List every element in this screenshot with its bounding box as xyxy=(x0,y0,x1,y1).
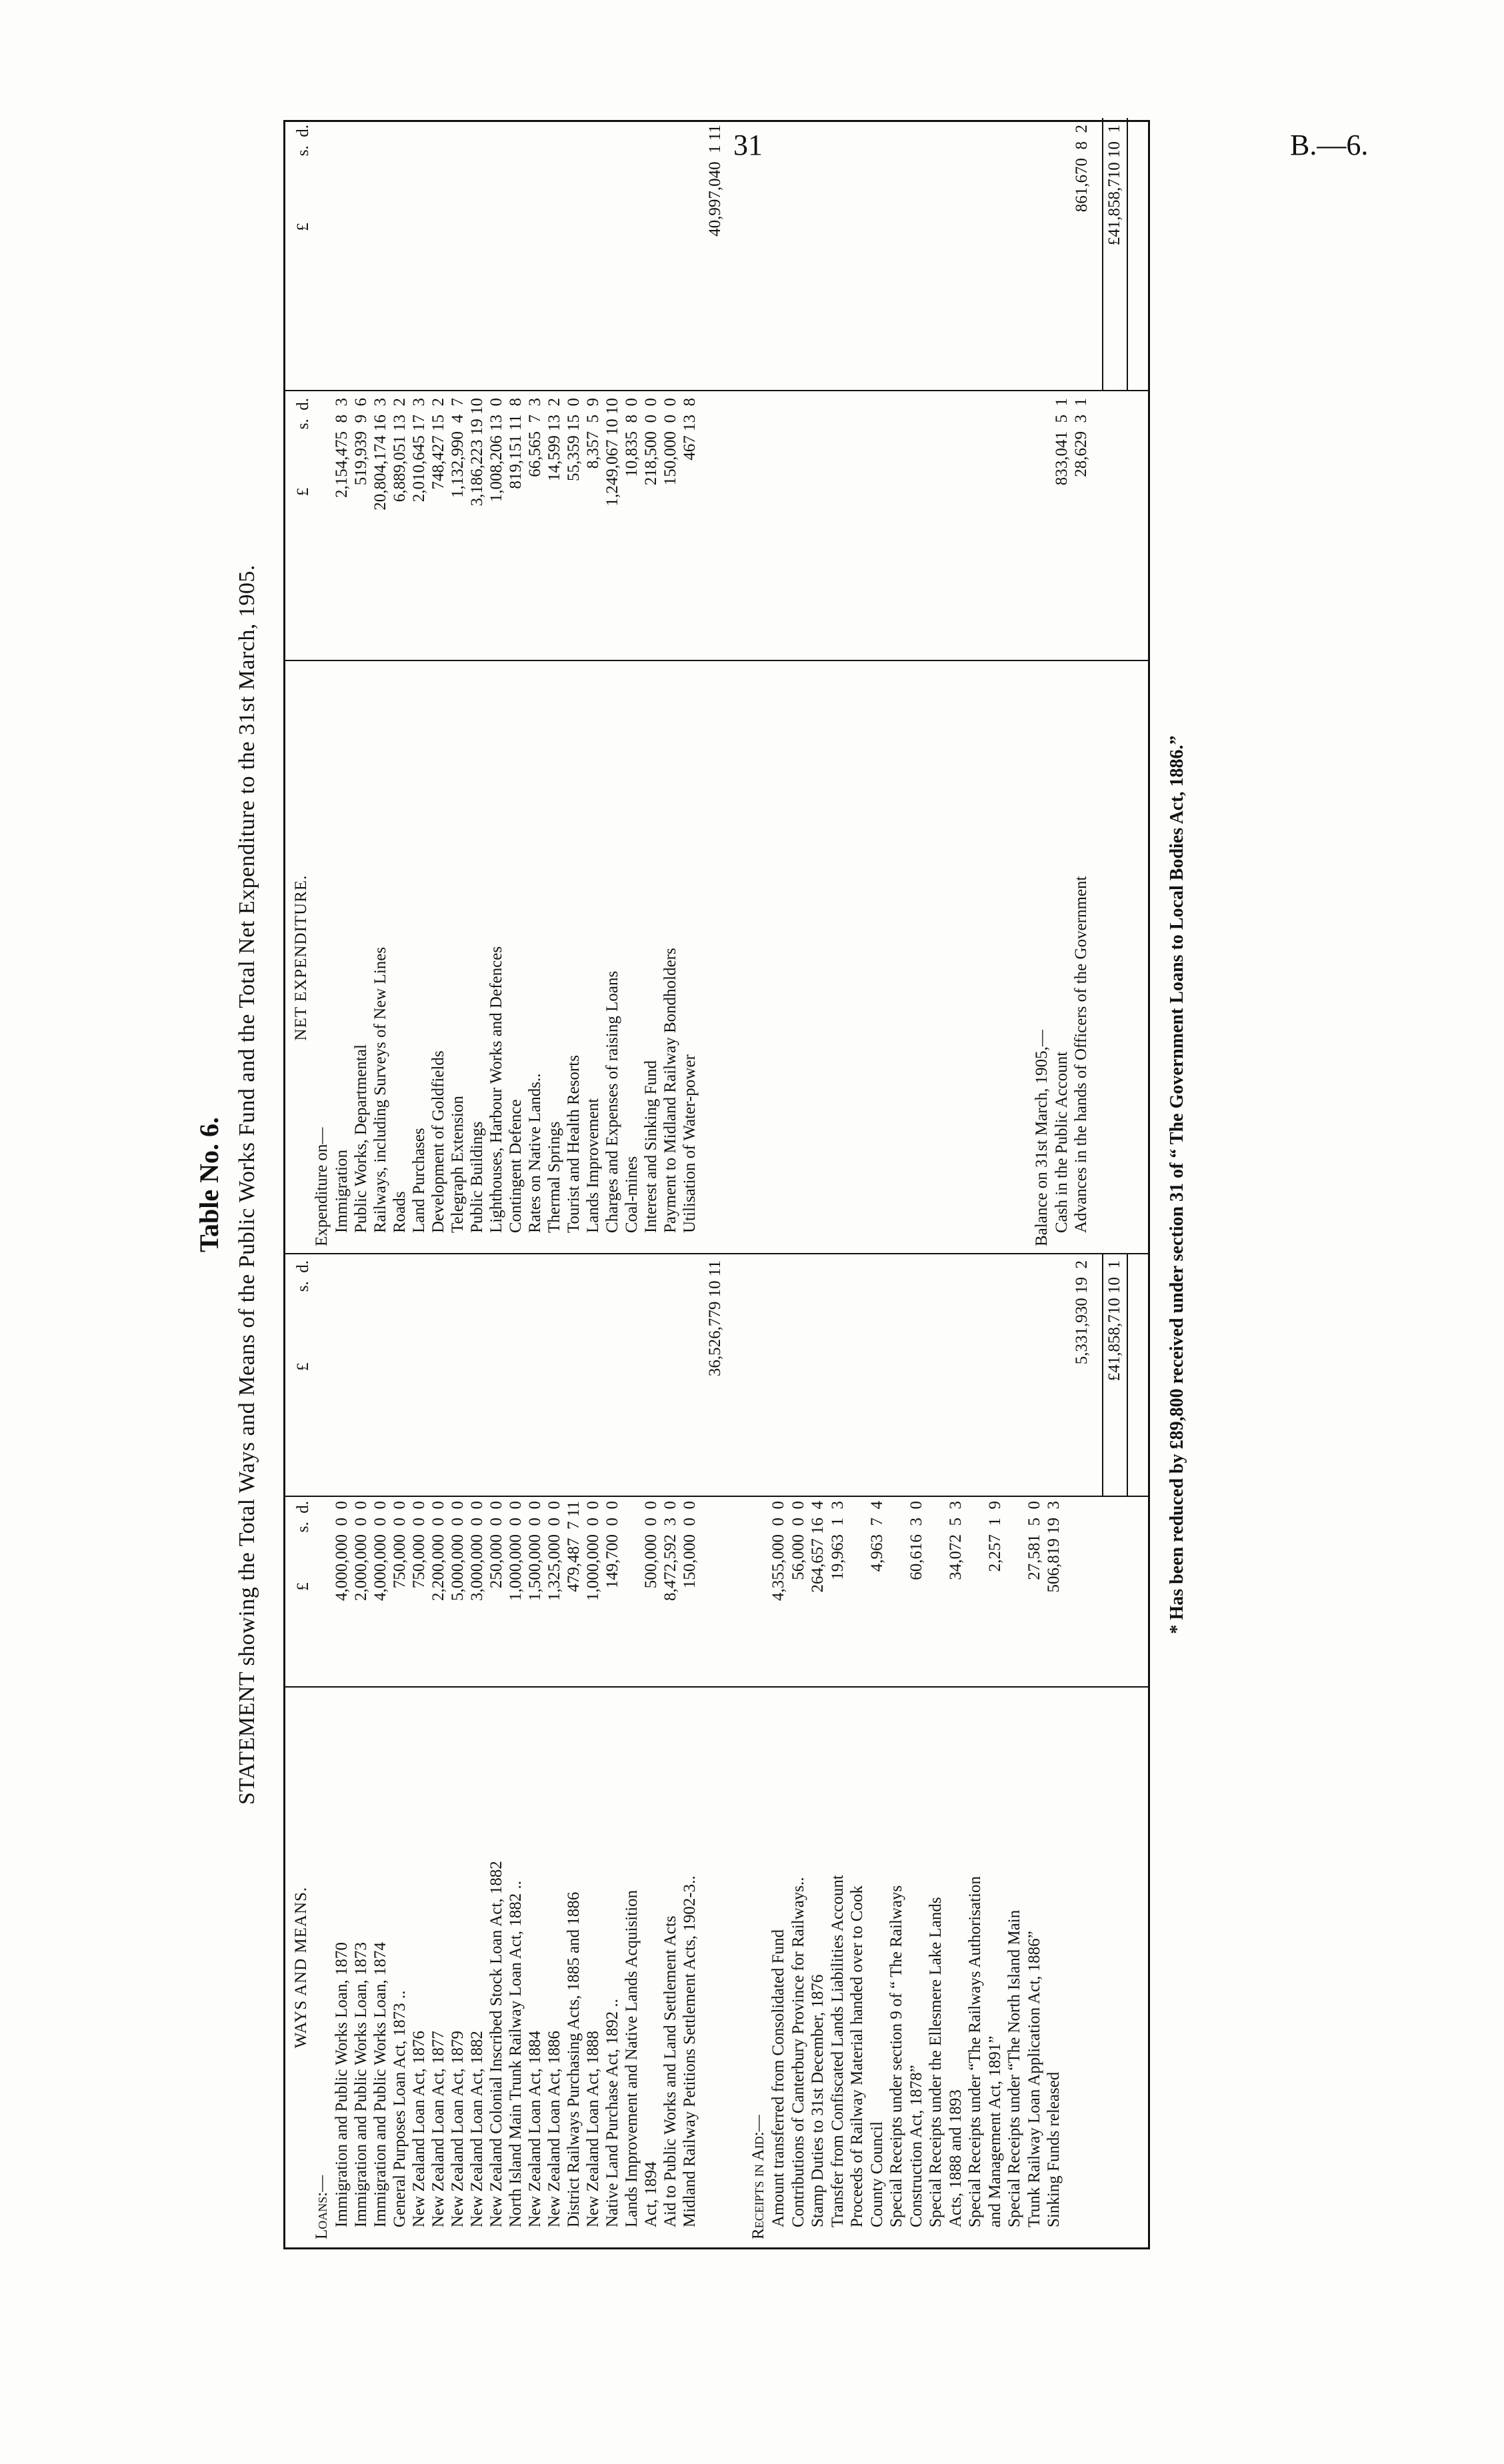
rule xyxy=(1127,118,1128,391)
loan-row-amount: 4,000,000 0 0 xyxy=(371,1501,389,1601)
expenditure-row-label: Charges and Expenses of raising Loans xyxy=(603,970,621,1233)
expenditure-row-amount: 10,835 8 0 xyxy=(623,398,641,477)
column-heads-right-total: £ s. d. xyxy=(294,125,312,231)
expenditure-row-amount: 819,151 11 8 xyxy=(507,398,525,489)
loan-row-label: Midland Railway Petitions Settlement Acts, 1902-3.. xyxy=(681,1875,699,2227)
rule xyxy=(1102,1254,1103,1497)
receipt-row-label: Special Receipts under “The North Island Main xyxy=(1005,1909,1023,2227)
loan-row-label: New Zealand Loan Act, 1888 xyxy=(584,2030,602,2227)
receipt-row-amount: 4,963 7 4 xyxy=(867,1501,886,1572)
loan-row-amount: 750,000 0 0 xyxy=(410,1501,428,1589)
rule xyxy=(1127,1254,1128,1497)
loan-row-label: Aid to Public Works and Land Settlement Acts xyxy=(661,1915,679,2227)
footnote: * Has been reduced by £89,800 received under section 31 of “ The Government Loans to Local Bodies Act, 1886.” xyxy=(1167,735,1187,1634)
expenditure-row-amount: 55,359 15 0 xyxy=(565,398,583,481)
expenditure-row-label: Utilisation of Water-power xyxy=(681,1054,699,1233)
receipt-row-amount xyxy=(1005,1501,1025,1681)
expenditure-row-label: Immigration xyxy=(333,1150,351,1233)
rule xyxy=(285,660,1148,661)
receipt-row-amount xyxy=(965,1501,985,1681)
expenditure-total: 40,997,040 1 11 xyxy=(706,125,724,237)
column-heads-left: £ s. d. xyxy=(294,1501,312,1591)
expenditure-row-label: Tourist and Health Resorts xyxy=(565,1055,583,1233)
loans-total: 36,526,779 10 11 xyxy=(706,1260,724,1377)
loan-row-label: Native Land Purchase Act, 1892 .. xyxy=(603,1999,621,2227)
receipt-row-label: Acts, 1888 and 1893 xyxy=(946,2089,965,2227)
receipt-row-amount: 264,657 16 4 xyxy=(809,1501,827,1593)
rule xyxy=(285,1496,1148,1497)
rule xyxy=(285,390,1148,391)
receipt-row-label: Stamp Duties to 31st December, 1876 xyxy=(809,1974,827,2227)
column-heads-left-total: £ s. d. xyxy=(294,1260,312,1371)
table-title: STATEMENT showing the Total Ways and Means of the Public Works Fund and the Total Net Expenditure to the 31st March, 1905. xyxy=(235,565,259,1805)
column-heads-right: £ s. d. xyxy=(294,398,312,497)
loan-row-label: New Zealand Loan Act, 1876 xyxy=(410,2030,428,2227)
receipts-total: 5,331,930 19 2 xyxy=(1073,1260,1091,1365)
expenditure-row-label: Development of Goldfields xyxy=(429,1050,447,1233)
loans-label: Loans:— xyxy=(313,2175,331,2239)
loan-row-label: New Zealand Loan Act, 1879 xyxy=(449,2030,467,2227)
receipt-row-label: Special Receipts under “The Railways Authorisation xyxy=(966,1876,984,2227)
loan-row-amount: 250,000 0 0 xyxy=(487,1501,505,1589)
rule xyxy=(285,1253,1148,1254)
table-number: Table No. 6. xyxy=(194,1117,224,1253)
loan-row-amount: 1,000,000 0 0 xyxy=(584,1501,602,1601)
rule xyxy=(285,1686,1148,1688)
loan-row-label: New Zealand Loan Act, 1884 xyxy=(526,2030,544,2227)
receipt-row-amount: 56,000 0 0 xyxy=(789,1501,807,1580)
receipt-row-label: Transfer from Confiscated Lands Liabilities Account xyxy=(828,1875,847,2227)
loan-row-amount: 8,472,592 3 0 xyxy=(661,1501,679,1601)
receipt-row-label: Contributions of Canterbury Province for Railways.. xyxy=(789,1877,807,2227)
receipt-row-amount: 27,581 5 0 xyxy=(1025,1501,1043,1580)
receipt-row-amount: 2,257 1 9 xyxy=(985,1501,1004,1572)
expenditure-row-amount: 14,599 13 2 xyxy=(545,398,563,481)
balance-row-amount: 833,041 5 1 xyxy=(1053,398,1071,486)
expenditure-row-amount: 3,186,223 19 10 xyxy=(468,398,486,507)
expenditure-row-label: Land Purchases xyxy=(410,1128,428,1233)
expenditure-row-amount: 467 13 8 xyxy=(681,398,699,461)
expenditure-row-label: Railways, including Surveys of New Lines xyxy=(371,946,389,1233)
rule xyxy=(1102,118,1103,391)
expenditure-row-amount: 20,804,174 16 3 xyxy=(371,398,389,511)
loan-row-label: Immigration and Public Works Loan, 1874 xyxy=(371,1941,389,2227)
balance-label: Balance on 31st March, 1905,— xyxy=(1033,1030,1051,1246)
expenditure-row-label: Thermal Springs xyxy=(545,1121,563,1233)
ways-and-means-heading: WAYS AND MEANS. xyxy=(292,1886,310,2049)
balance-row-label: Cash in the Public Account xyxy=(1053,1051,1071,1233)
loan-row-amount: 149,700 0 0 xyxy=(603,1501,621,1589)
expenditure-row-amount: 519,939 9 6 xyxy=(352,398,370,486)
document-reference: B.—6. xyxy=(1290,129,1369,161)
loan-row-label: New Zealand Loan Act, 1882 xyxy=(468,2030,486,2227)
expenditure-row-amount: 150,000 0 0 xyxy=(661,398,679,486)
expenditure-row-label: Coal-mines xyxy=(623,1156,641,1233)
receipts-label: Receipts in Aid:— xyxy=(749,2115,767,2239)
loan-row-label: Lands Improvement and Native Lands Acquisition xyxy=(623,1889,641,2227)
expenditure-row-amount: 2,154,475 8 3 xyxy=(333,398,351,498)
loan-row-label: North Island Main Trunk Railway Loan Act, 1882 .. xyxy=(507,1880,525,2227)
expenditure-row-amount: 66,565 7 3 xyxy=(526,398,544,477)
receipt-row-label: Special Receipts under section 9 of “ The Railways xyxy=(887,1885,905,2227)
balance-row-label: Advances in the hands of Officers of the Government xyxy=(1072,876,1090,1233)
balance-total: 861,670 8 2 xyxy=(1073,125,1091,213)
loan-row-amount: 1,325,000 0 0 xyxy=(545,1501,563,1601)
expenditure-row-amount: 1,132,990 4 7 xyxy=(449,398,467,498)
loan-row-label: District Railways Purchasing Acts, 1885 and 1886 xyxy=(565,1891,583,2227)
loan-row-label: General Purposes Loan Act, 1873 .. xyxy=(391,1990,409,2227)
receipt-row-amount xyxy=(926,1501,946,1681)
loan-row-label: Immigration and Public Works Loan, 1873 xyxy=(352,1941,370,2227)
expenditure-row-label: Contingent Defence xyxy=(507,1099,525,1233)
loan-row-label: Immigration and Public Works Loan, 1870 xyxy=(333,1941,351,2227)
loan-row-label: Act, 1894 xyxy=(642,2161,660,2227)
expenditure-row-label: Lighthouses, Harbour Works and Defences xyxy=(487,946,505,1233)
expenditure-row-label: Public Works, Departmental xyxy=(352,1044,370,1233)
expenditure-row-label: Interest and Sinking Fund xyxy=(642,1060,660,1233)
loan-row-amount: 2,200,000 0 0 xyxy=(429,1501,447,1601)
balance-row-amount: 28,629 3 1 xyxy=(1072,398,1090,477)
receipt-row-label: Proceeds of Railway Material handed over to Cook xyxy=(848,1885,866,2227)
expenditure-label: Expenditure on— xyxy=(313,1127,331,1246)
loan-row-amount: 150,000 0 0 xyxy=(681,1501,699,1589)
receipt-row-label: Amount transferred from Consolidated Fund xyxy=(769,1929,787,2227)
receipt-row-label: Sinking Funds released xyxy=(1045,2071,1063,2227)
expenditure-row-label: Roads xyxy=(391,1191,409,1233)
receipt-row-label: County Council xyxy=(867,2121,886,2227)
expenditure-row-amount: 1,008,206 13 0 xyxy=(487,398,505,503)
receipt-row-amount: 4,355,000 0 0 xyxy=(769,1501,787,1601)
rotated-table-region xyxy=(193,110,1207,2259)
page-number: 31 xyxy=(733,129,763,161)
expenditure-row-label: Public Buildings xyxy=(468,1121,486,1233)
expenditure-row-amount: 218,500 0 0 xyxy=(642,398,660,486)
receipt-row-label: and Management Act, 1891” xyxy=(985,2035,1004,2227)
loan-row-amount xyxy=(622,1501,642,1681)
expenditure-row-amount: 8,357 5 9 xyxy=(584,398,602,469)
expenditure-row-amount: 2,010,645 17 3 xyxy=(410,398,428,503)
receipt-row-amount xyxy=(847,1501,867,1681)
loan-row-amount: 500,000 0 0 xyxy=(642,1501,660,1589)
statement-table xyxy=(283,120,1150,2249)
loan-row-label: New Zealand Loan Act, 1886 xyxy=(545,2030,563,2227)
loan-row-amount: 1,000,000 0 0 xyxy=(507,1501,525,1601)
loan-row-amount: 3,000,000 0 0 xyxy=(468,1501,486,1601)
receipt-row-label: Special Receipts under the Ellesmere Lake Lands xyxy=(927,1897,945,2227)
receipt-row-amount: 19,963 1 3 xyxy=(828,1501,847,1580)
expenditure-row-amount: 1,249,067 10 10 xyxy=(603,398,621,507)
receipt-row-amount: 60,616 3 0 xyxy=(907,1501,925,1580)
expenditure-row-label: Telegraph Extension xyxy=(449,1096,467,1233)
loan-row-label: New Zealand Colonial Inscribed Stock Loan Act, 1882 xyxy=(487,1861,505,2227)
receipt-row-amount: 34,072 5 3 xyxy=(946,1501,965,1580)
right-grand-total: £41,858,710 10 1 xyxy=(1105,125,1123,246)
receipt-row-label: Trunk Railway Loan Application Act, 1886” xyxy=(1025,1931,1043,2227)
net-expenditure-heading: NET EXPENDITURE. xyxy=(292,874,310,1041)
receipt-row-amount: 506,819 19 3 xyxy=(1045,1501,1063,1593)
left-grand-total: £41,858,710 10 1 xyxy=(1105,1260,1123,1382)
loan-row-amount: 2,000,000 0 0 xyxy=(352,1501,370,1601)
loan-row-label: New Zealand Loan Act, 1877 xyxy=(429,2030,447,2227)
receipt-row-label: Construction Act, 1878” xyxy=(907,2065,925,2227)
loan-row-amount: 1,500,000 0 0 xyxy=(526,1501,544,1601)
expenditure-row-amount: 6,889,051 13 2 xyxy=(391,398,409,503)
loan-row-amount: 4,000,000 0 0 xyxy=(333,1501,351,1601)
expenditure-row-label: Rates on Native Lands.. xyxy=(526,1073,544,1233)
expenditure-row-amount: 748,427 15 2 xyxy=(429,398,447,490)
receipt-row-amount xyxy=(887,1501,907,1681)
loan-row-amount: 479,487 7 11 xyxy=(565,1501,583,1592)
loan-row-amount: 5,000,000 0 0 xyxy=(449,1501,467,1601)
loan-row-amount: 750,000 0 0 xyxy=(391,1501,409,1589)
expenditure-row-label: Payment to Midland Railway Bondholders xyxy=(661,948,679,1233)
expenditure-row-label: Lands Improvement xyxy=(584,1098,602,1233)
